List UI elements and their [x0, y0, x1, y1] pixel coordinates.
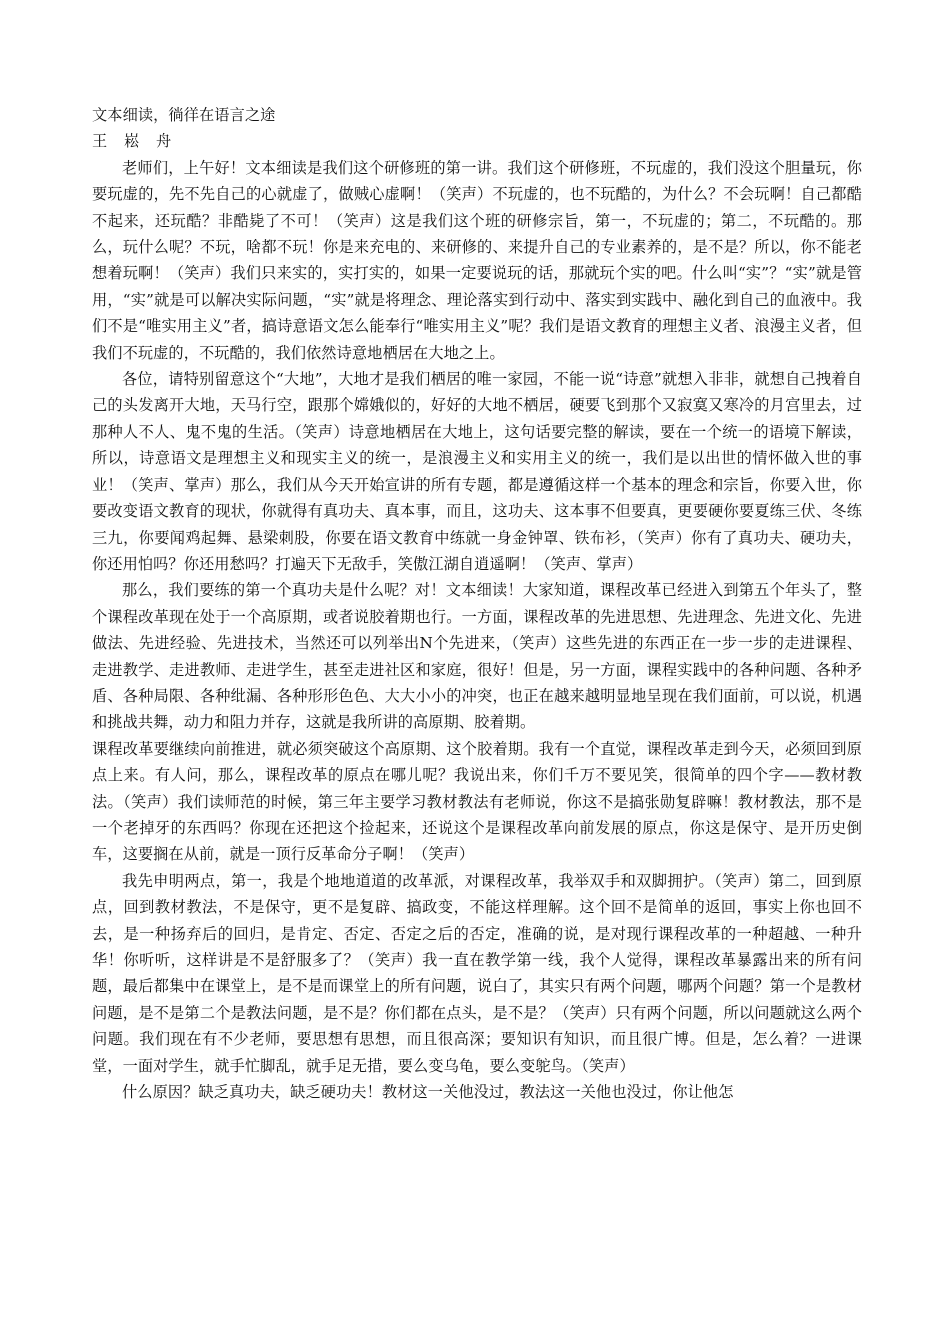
- paragraph-3: 那么，我们要练的第一个真功夫是什么呢？对！文本细读！大家知道，课程改革已经进入到第五个年头了，整个课程改革现在处于一个高原期，或者说胶着期也行。一方面，课程改革的先进思想、先进理念、先进文化、先进做法、先进经验、先进技术，当然还可以列举出N个先进来，（笑声）这些先进的东西正在一步一步的走进课程、走进教学、走进教师、走进学生，甚至走进社区和家庭，很好！但是，另一方面，课程实践中的各种问题、各种矛盾、各种局限、各种纰漏、各种形形色色、大大小小的冲突，也正在越来越明显地呈现在我们面前，可以说，机遇和挑战共舞，动力和阻力并存，这就是我所讲的高原期、胶着期。: [92, 581, 862, 732]
- document-title: 文本细读，徜徉在语言之途: [92, 106, 276, 124]
- paragraph-1: 老师们，上午好！文本细读是我们这个研修班的第一讲。我们这个研修班，不玩虚的，我们没这个胆量玩，你要玩虚的，先不先自己的心就虚了，做贼心虚啊！（笑声）不玩虚的，也不玩酷的，为什么？不会玩啊！自己都酷不起来，还玩酷？非酷毙了不可！（笑声）这是我们这个班的研修宗旨，第一，不玩虚的；第二，不玩酷的。那么，玩什么呢？不玩，啥都不玩！你是来充电的、来研修的、来提升自己的专业素养的，是不是？所以，你不能老想着玩啊！（笑声）我们只来实的，实打实的，如果一定要说玩的话，那就玩个实的吧。什么叫“实”？“实”就是管用，“实”就是可以解决实际问题，“实”就是将理念、理论落实到行动中、落实到实践中、融化到自己的血液中。我们不是“唯实用主义”者，搞诗意语文怎么能奉行“唯实用主义”呢？我们是语文教育的理想主义者、浪漫主义者，但我们不玩虚的，不玩酷的，我们依然诗意地栖居在大地之上。: [92, 158, 862, 362]
- document-page: [92, 102, 862, 1105]
- paragraph-6: 什么原因？缺乏真功夫，缺乏硬功夫！教材这一关他没过，教法这一关他也没过，你让他怎: [122, 1083, 734, 1102]
- document-author: 王 崧 舟: [92, 132, 178, 151]
- paragraph-5: 我先申明两点，第一，我是个地地道道的改革派，对课程改革，我举双手和双脚拥护。（笑声）第二，回到原点，回到教材教法，不是保守，更不是复辟、搞政变，不能这样理解。这个回不是简单的返回，事实上你也回不去，是一种扬弃后的回归，是肯定、否定、否定之后的否定，准确的说，是对现行课程改革的一种超越、一种升华！你听听，这样讲是不是舒服多了？（笑声）我一直在教学第一线，我个人觉得，课程改革暴露出来的所有问题，最后都集中在课堂上，是不是而课堂上的所有问题，说白了，其实只有两个问题，哪两个问题？第一个是教材问题，是不是第二个是教法问题，是不是？你们都在点头，是不是？（笑声）只有两个问题，所以问题就这么两个问题。我们现在有不少老师，要思想有思想，而且很高深；要知识有知识，而且很广博。但是，怎么着？一进课堂，一面对学生，就手忙脚乱，就手足无措，要么变乌龟，要么变鸵鸟。（笑声）: [92, 871, 862, 1075]
- paragraph-4: 课程改革要继续向前推进，就必须突破这个高原期、这个胶着期。我有一个直觉，课程改革走到今天，必须回到原点上来。有人问，那么，课程改革的原点在哪儿呢？我说出来，你们千万不要见笑，很简单的四个字——教材教法。（笑声）我们读师范的时候，第三年主要学习教材教法有老师说，你这不是搞张勋复辟嘛！教材教法，那不是一个老掉牙的东西吗？你现在还把这个捡起来，还说这个是课程改革向前发展的原点，你这是保守、是开历史倒车，这要搁在从前，就是一顶行反革命分子啊！（笑声）: [92, 739, 862, 864]
- paragraph-2: 各位，请特别留意这个“大地”，大地才是我们栖居的唯一家园，不能一说“诗意”就想入非非，就想自己拽着自己的头发离开大地，天马行空，跟那个嫦娥似的，好好的大地不栖居，硬要飞到那个又寂寞又寒冷的月宫里去，过那种人不人、鬼不鬼的生活。（笑声）诗意地栖居在大地上，这句话要完整的解读，要在一个统一的语境下解读，所以，诗意语文是理想主义和现实主义的统一，是浪漫主义和实用主义的统一，我们是以出世的情怀做入世的事业！（笑声、掌声）那么，我们从今天开始宣讲的所有专题，都是遵循这样一个基本的理念和宗旨，你要入世，你要改变语文教育的现状，你就得有真功夫、真本事，而且，这功夫、这本事不但要真，更要硬你要夏练三伏、冬练三九，你要闻鸡起舞、悬梁刺股，你要在语文教育中练就一身金钟罩、铁布衫，（笑声）你有了真功夫、硬功夫，你还用怕吗？你还用愁吗？打遍天下无敌手，笑傲江湖自逍遥啊！（笑声、掌声）: [92, 370, 862, 573]
